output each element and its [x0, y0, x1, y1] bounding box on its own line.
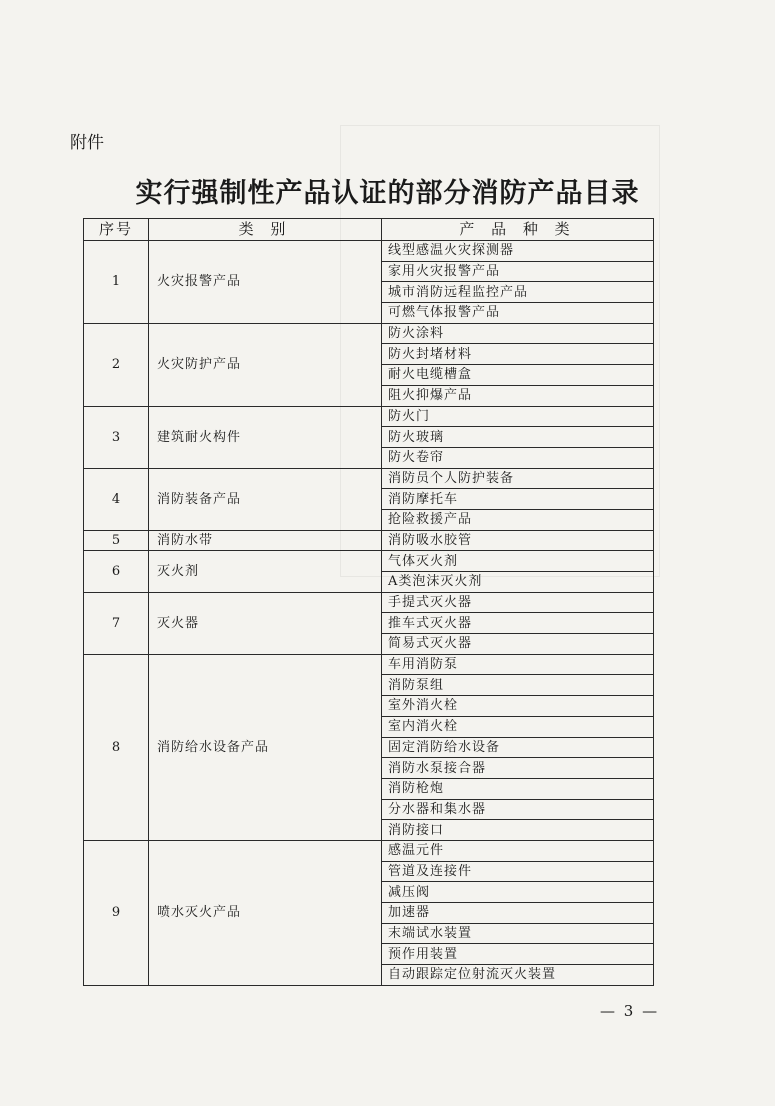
page-number: — 3 — — [600, 1002, 660, 1020]
table-row — [84, 592, 654, 613]
product-cell: 消防接口 — [382, 820, 654, 841]
category-cell: 灭火器 — [149, 592, 382, 654]
product-cell: 感温元件 — [382, 840, 654, 861]
table-header-row — [84, 219, 654, 241]
column-header-products: 产 品 种 类 — [382, 219, 654, 241]
product-cell: 可燃气体报警产品 — [382, 303, 654, 324]
category-cell: 火灾报警产品 — [149, 241, 382, 324]
table-row — [84, 241, 654, 262]
product-cell: 防火涂料 — [382, 323, 654, 344]
product-catalog-table — [83, 218, 654, 986]
category-cell: 消防装备产品 — [149, 468, 382, 530]
product-cell: 末端试水装置 — [382, 923, 654, 944]
row-number: 5 — [84, 530, 149, 551]
product-cell: 耐火电缆槽盒 — [382, 365, 654, 386]
product-cell: 防火卷帘 — [382, 447, 654, 468]
category-cell: 喷水灭火产品 — [149, 840, 382, 985]
category-cell: 消防水带 — [149, 530, 382, 551]
product-cell: 城市消防远程监控产品 — [382, 282, 654, 303]
category-cell: 灭火剂 — [149, 551, 382, 592]
product-cell: 消防摩托车 — [382, 489, 654, 510]
table-row — [84, 840, 654, 861]
row-number: 6 — [84, 551, 149, 592]
row-number: 3 — [84, 406, 149, 468]
table-row — [84, 323, 654, 344]
product-cell: 自动跟踪定位射流灭火装置 — [382, 965, 654, 986]
table-row — [84, 654, 654, 675]
product-cell: 分水器和集水器 — [382, 799, 654, 820]
column-header-category: 类 别 — [149, 219, 382, 241]
product-cell: 加速器 — [382, 903, 654, 924]
product-cell: 线型感温火灾探测器 — [382, 241, 654, 262]
row-number: 2 — [84, 323, 149, 406]
row-number: 8 — [84, 654, 149, 840]
product-cell: 消防吸水胶管 — [382, 530, 654, 551]
product-cell: 消防泵组 — [382, 675, 654, 696]
product-cell: 消防员个人防护装备 — [382, 468, 654, 489]
document-title: 实行强制性产品认证的部分消防产品目录 — [135, 178, 640, 209]
category-cell: 建筑耐火构件 — [149, 406, 382, 468]
product-cell: 车用消防泵 — [382, 654, 654, 675]
table-row — [84, 551, 654, 572]
product-cell: 简易式灭火器 — [382, 634, 654, 655]
product-cell: 防火门 — [382, 406, 654, 427]
column-header-number: 序号 — [84, 219, 149, 241]
product-cell: 室内消火栓 — [382, 716, 654, 737]
product-cell: 防火封堵材料 — [382, 344, 654, 365]
product-cell: 室外消火栓 — [382, 696, 654, 717]
product-cell: 推车式灭火器 — [382, 613, 654, 634]
product-cell: 阻火抑爆产品 — [382, 385, 654, 406]
row-number: 9 — [84, 840, 149, 985]
product-cell: 减压阀 — [382, 882, 654, 903]
table-row — [84, 530, 654, 551]
category-cell: 火灾防护产品 — [149, 323, 382, 406]
product-cell: 气体灭火剂 — [382, 551, 654, 572]
row-number: 7 — [84, 592, 149, 654]
product-cell: A类泡沫灭火剂 — [382, 572, 654, 593]
product-cell: 固定消防给水设备 — [382, 737, 654, 758]
product-cell: 消防水泵接合器 — [382, 758, 654, 779]
product-cell: 管道及连接件 — [382, 861, 654, 882]
attachment-label: 附件 — [70, 133, 104, 153]
row-number: 4 — [84, 468, 149, 530]
table-body — [84, 241, 654, 986]
product-cell: 家用火灾报警产品 — [382, 261, 654, 282]
table-row — [84, 468, 654, 489]
product-cell: 预作用装置 — [382, 944, 654, 965]
product-cell: 消防枪炮 — [382, 778, 654, 799]
product-cell: 手提式灭火器 — [382, 592, 654, 613]
product-cell: 防火玻璃 — [382, 427, 654, 448]
table-row — [84, 406, 654, 427]
product-cell: 抢险救援产品 — [382, 509, 654, 530]
category-cell: 消防给水设备产品 — [149, 654, 382, 840]
row-number: 1 — [84, 241, 149, 324]
